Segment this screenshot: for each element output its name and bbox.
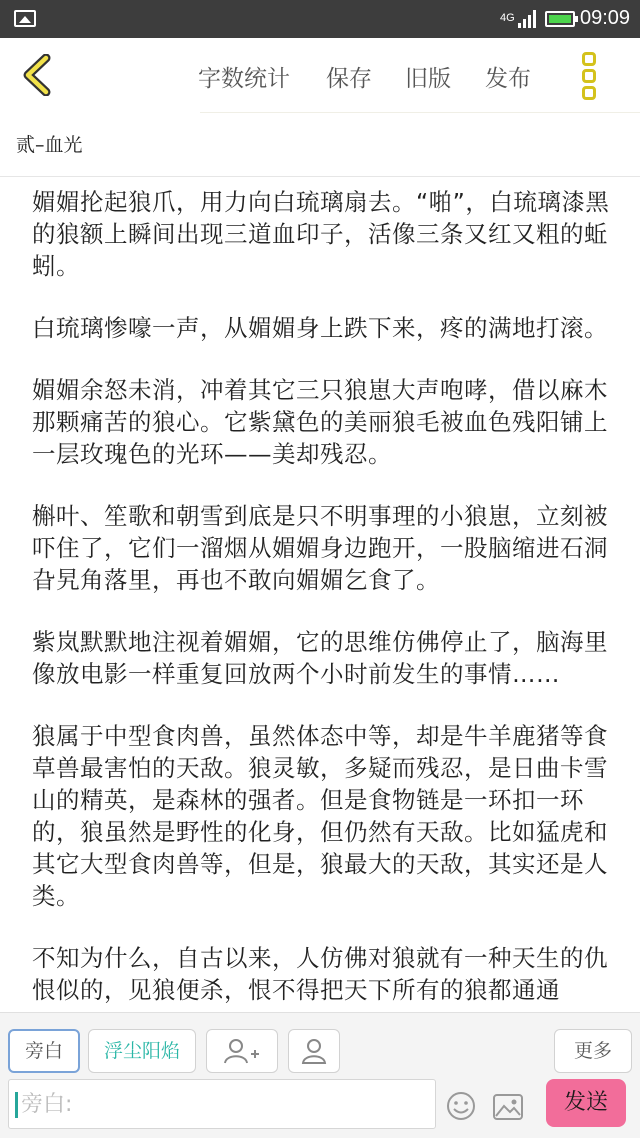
status-time: 09:09 bbox=[580, 7, 631, 29]
menu-dot-icon bbox=[582, 69, 596, 83]
more-menu-button[interactable] bbox=[578, 50, 600, 102]
back-button[interactable] bbox=[18, 54, 58, 96]
text-caret bbox=[15, 1092, 18, 1118]
add-person-icon bbox=[224, 1038, 260, 1064]
image-button[interactable] bbox=[492, 1093, 524, 1121]
character-chip[interactable]: 浮尘阳焰 bbox=[88, 1029, 196, 1073]
old-version-button[interactable]: 旧版 bbox=[405, 66, 451, 92]
emoji-button[interactable] bbox=[446, 1091, 476, 1121]
person-icon bbox=[301, 1038, 327, 1064]
word-count-button[interactable]: 字数统计 bbox=[198, 66, 290, 92]
character-select-button[interactable] bbox=[288, 1029, 340, 1073]
chapter-title[interactable]: 贰–血光 bbox=[16, 134, 83, 156]
narration-chip[interactable]: 旁白 bbox=[8, 1029, 80, 1073]
title-divider bbox=[0, 176, 640, 177]
image-icon bbox=[492, 1093, 524, 1121]
battery-icon bbox=[545, 11, 575, 27]
paragraph: 紫岚默默地注视着媚媚，它的思维仿佛停止了，脑海里像放电影一样重复回放两个小时前发生的事情…… bbox=[32, 628, 608, 688]
toolbar-divider bbox=[200, 112, 640, 113]
paragraph: 媚媚余怒未消，冲着其它三只狼崽大声咆哮，借以麻木那颗痛苦的狼心。它紫黛色的美丽狼毛被血色残阳铺上一层玫瑰色的光环——美却残忍。 bbox=[32, 376, 608, 468]
network-type: 4G bbox=[500, 12, 515, 24]
add-character-button[interactable] bbox=[206, 1029, 278, 1073]
image-notification-icon bbox=[14, 10, 36, 27]
menu-dot-icon bbox=[582, 52, 596, 66]
paragraph: 槲叶、笙歌和朝雪到底是只不明事理的小狼崽，立刻被吓住了，它们一溜烟从媚媚身边跑开，一股脑缩进石洞旮旯角落里，再也不敢向媚媚乞食了。 bbox=[32, 502, 608, 594]
send-button[interactable]: 发送 bbox=[546, 1079, 626, 1127]
compose-bar bbox=[0, 1012, 640, 1138]
more-button[interactable]: 更多 bbox=[554, 1029, 632, 1073]
menu-dot-icon bbox=[582, 86, 596, 100]
paragraph: 不知为什么，自古以来，人仿佛对狼就有一种天生的仇恨似的，见狼便杀，恨不得把天下所有的狼都通通 bbox=[32, 944, 608, 1004]
smiley-icon bbox=[446, 1091, 476, 1121]
publish-button[interactable]: 发布 bbox=[485, 66, 531, 92]
message-input-box[interactable] bbox=[8, 1079, 436, 1129]
status-bar bbox=[0, 0, 640, 38]
top-toolbar bbox=[0, 38, 640, 112]
paragraph: 白琉璃惨嚎一声，从媚媚身上跌下来，疼的满地打滚。 bbox=[32, 314, 608, 342]
chapter-content[interactable] bbox=[32, 186, 612, 1008]
signal-icon bbox=[518, 10, 540, 28]
paragraph: 媚媚抡起狼爪，用力向白琉璃扇去。“啪”，白琉璃漆黑的狼额上瞬间出现三道血印子，活像三条又红又粗的蚯蚓。 bbox=[32, 188, 610, 280]
paragraph: 狼属于中型食肉兽，虽然体态中等，却是牛羊鹿猪等食草兽最害怕的天敌。狼灵敏，多疑而残忍，是日曲卡雪山的精英，是森林的强者。但是食物链是一环扣一环的，狼虽然是野性的化身，但仍然有天敌。比如猛虎和其它大型食肉兽等，但是，狼最大的天敌，其实还是人类。 bbox=[32, 722, 608, 910]
chevron-left-icon bbox=[18, 54, 58, 96]
message-input[interactable] bbox=[21, 1080, 431, 1128]
save-button[interactable]: 保存 bbox=[326, 66, 372, 92]
